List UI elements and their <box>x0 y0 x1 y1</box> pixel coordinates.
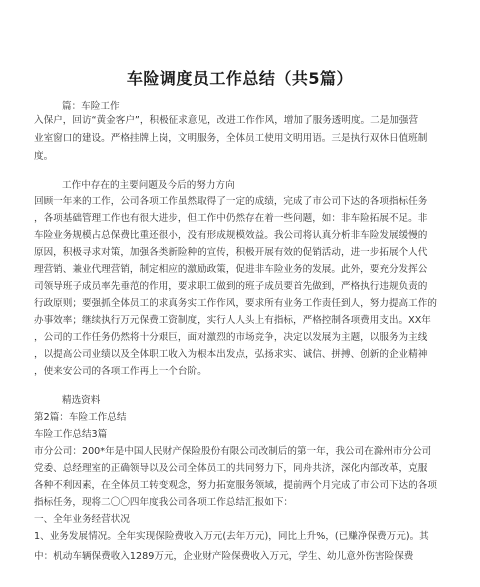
text-line: 中：机动车辆保费收入1289万元，企业财产险保费收入万元，学生、幼儿意外伤害险保费 <box>34 551 414 562</box>
text-line: 市分公司：200*年是中国人民财产保险股份有限公司改制后的第一年，我公司在滁州市分公司 <box>34 446 432 457</box>
text-line: 度。 <box>34 151 54 162</box>
text-line: 行政原则；要强抓全体员工的求真务实工作作风，要求所有业务工作责任到人，努力提高工作的 <box>34 298 437 309</box>
text-line: 1、业务发展情况。全年实现保险费收入万元(去年万元)，同比上升%，(已赚净保费万元)。其 <box>34 531 429 542</box>
text-line: 理营销、兼业代理营销，制定相应的激励政策，促进非车险业务的发展。此外，要充分发挥公 <box>34 264 428 275</box>
text-line: 入保户，回访“黄金客户”，积极征求意见，改进工作作风，增加了服务透明度。二是加强营 <box>34 115 419 126</box>
section-heading: 一、全年业务经营状况 <box>34 514 130 525</box>
text-line: ，使来安公司的各项工作再上一个台阶。 <box>34 366 207 377</box>
text-line: 各种不利因素，在全体员工转变观念，努力拓宽服务领域，提前两个月完成了市公司下达的各项 <box>34 480 437 491</box>
section-heading: 精选资料 <box>62 395 101 406</box>
text-line: ，公司的工作任务仍然将十分艰巨，面对激烈的市场竞争，决定以发展为主题，以服务为主线 <box>34 332 428 343</box>
text-line: 篇：车险工作 <box>62 101 120 112</box>
text-line: 司领导班子成员率先垂范的作用，要求职工做到的班子成员要首先做到，严格执行违规负责的 <box>34 281 428 292</box>
text-line: 车险业务规模占总保费比重还很小，没有形成规模效益。我公司将认真分析非车险发展缓慢的 <box>34 230 428 241</box>
text-line: 办事效率；继续执行万元保费工资制度，实行人人头上有指标，严格控制各项费用支出。XX年 <box>34 315 431 326</box>
chapter-heading: 第2篇：车险工作总结 <box>34 412 127 423</box>
text-line: 指标任务，现将二〇〇四年度我公司各项工作总结汇报如下： <box>34 497 294 508</box>
text-line: 业室窗口的建设。严格挂牌上岗，文明服务，全体员工使用文明用语。三是执行双休日值班制 <box>34 133 428 144</box>
text-line: 党委、总经理室的正确领导以及公司全体员工的共同努力下，同舟共济，深化内部改革，克服 <box>34 463 428 474</box>
text-line: 原因，积极寻求对策，加强各类新险种的宣传，积极开展有效的促销活动，进一步拓展个人代 <box>34 247 428 258</box>
text-line: 车险工作总结3篇 <box>34 429 108 440</box>
text-line: 回顾一年来的工作，公司各项工作虽然取得了一定的成绩，完成了市公司下达的各项指标任务 <box>34 196 428 207</box>
text-line: ，各项基础管理工作也有很大进步，但工作中仍然存在着一些问题，如：非车险拓展不足。非 <box>34 213 428 224</box>
text-line: ，以提高公司业绩以及全体职工收入为根本出发点，弘扬求实、诚信、拼搏、创新的企业精神 <box>34 349 428 360</box>
document-title: 车险调度员工作总结（共5篇） <box>126 69 354 88</box>
section-heading: 工作中存在的主要问题及今后的努力方向 <box>62 180 235 191</box>
